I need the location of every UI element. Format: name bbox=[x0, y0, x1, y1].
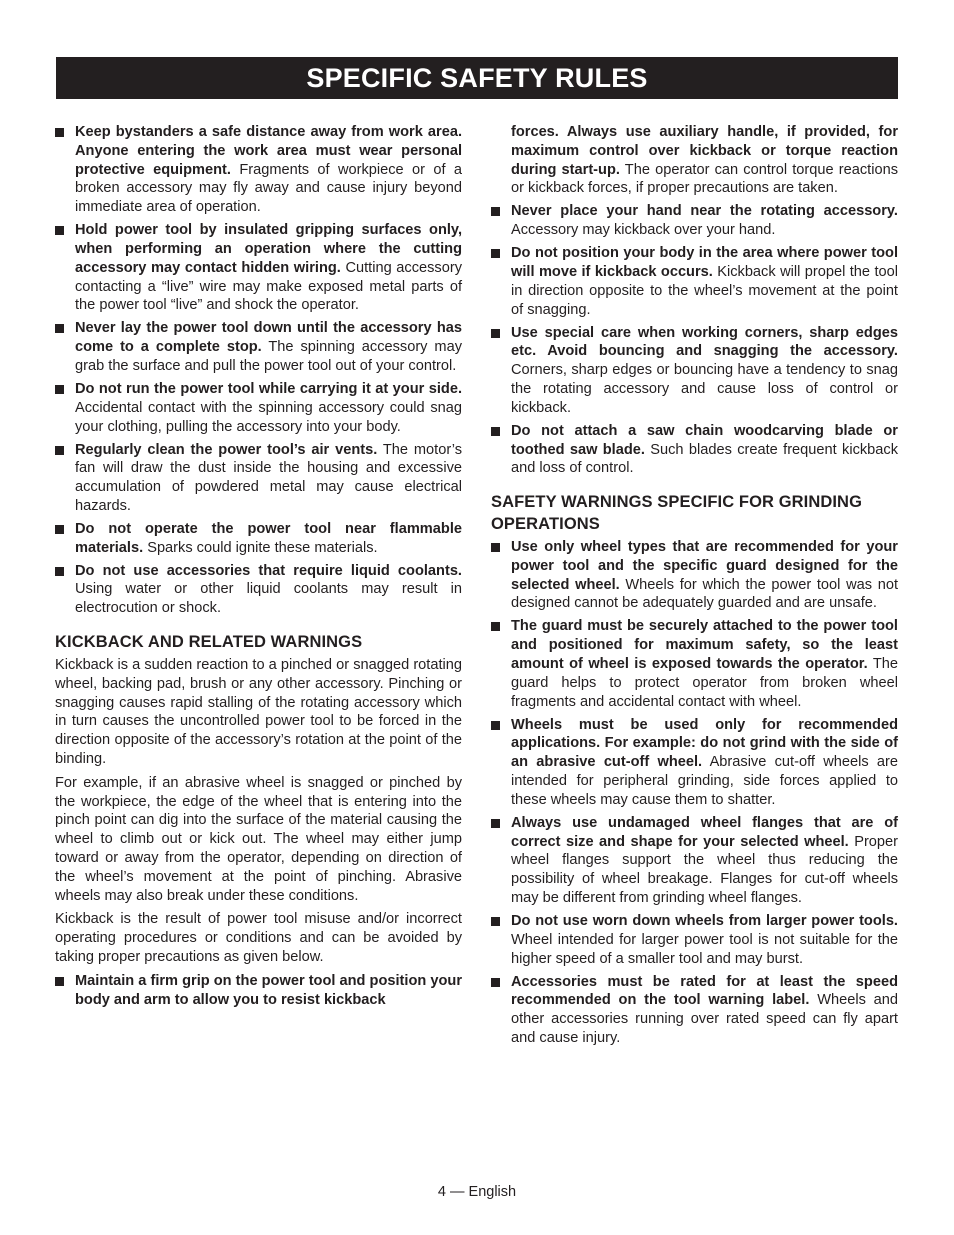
section-heading-kickback: KICKBACK AND RELATED WARNINGS bbox=[55, 633, 363, 652]
rule-heading: Do not position your body in the area where power tool will move if kickback occurs. bbox=[511, 245, 898, 280]
square-bullet-icon bbox=[491, 207, 500, 216]
rule-heading: Regularly clean the power tool’s air vents. bbox=[75, 441, 378, 458]
square-bullet-icon bbox=[491, 249, 500, 258]
rule-text: Accessory may kickback over your hand. bbox=[511, 222, 776, 239]
safety-rule bbox=[491, 814, 898, 908]
square-bullet-icon bbox=[55, 567, 64, 576]
safety-rule bbox=[55, 441, 462, 516]
safety-rule bbox=[491, 202, 898, 240]
rule-heading: The guard must be securely attached to the power tool and positioned for maximum safety, so the least amount of wheel is exposed towards the operator. bbox=[511, 618, 898, 673]
rule-heading: Do not use worn down wheels from larger power tools. bbox=[511, 912, 898, 929]
rule-text: The spinning accessory may grab the surface and pull the power tool out of your control. bbox=[75, 339, 462, 374]
rule-heading: forces. Always use auxiliary handle, if provided, for maximum control over kickback or torque reaction during start-up. bbox=[511, 124, 898, 178]
right-column bbox=[491, 123, 898, 1052]
rule-text: Kickback will propel the tool in direction opposite to the wheel’s movement at the point of snagging. bbox=[511, 263, 898, 318]
safety-rule bbox=[491, 244, 898, 319]
safety-rule bbox=[491, 324, 898, 418]
safety-rule bbox=[55, 972, 462, 1010]
rule-text: Abrasive cut-off wheels are intended for peripheral grinding, side forces applied to these wheels may cause them to shatter. bbox=[511, 754, 898, 808]
body-paragraph: Kickback is a sudden reaction to a pinched or snagged rotating wheel, backing pad, brush or any other accessory. Pinching or snagging causes rapid stalling of the rotating accessory which in turn causes the uncontrolled power tool to be forced in the direction opposite of the accessory’s rotation at the point of the binding. bbox=[55, 657, 462, 768]
body-paragraph: Kickback is the result of power tool misuse and/or incorrect operating procedures or conditions and can be avoided by taking proper precautions as given below. bbox=[55, 911, 462, 965]
safety-rule bbox=[491, 973, 898, 1048]
rule-heading: Do not use accessories that require liquid coolants. bbox=[75, 562, 462, 579]
rule-text: Corners, sharp edges or bouncing have a tendency to snag the rotating accessory and cause loss of control or kickback. bbox=[511, 362, 898, 416]
rule-text: Proper wheel flanges support the wheel thus reducing the possibility of wheel breakage. Flanges for cut-off wheels may be different from grinding wheel flanges. bbox=[511, 833, 899, 906]
safety-rule bbox=[55, 123, 462, 217]
square-bullet-icon bbox=[491, 978, 500, 987]
page-title: SPECIFIC SAFETY RULES bbox=[56, 57, 898, 99]
rule-text: The motor’s fan will draw the dust inside the housing and excessive accumulation of powdered metal may cause electrical hazards. bbox=[75, 441, 462, 514]
rule-heading: Wheels must be used only for recommended applications. For example: do not grind with the side of an abrasive cut-off wheel. bbox=[511, 716, 898, 771]
body-paragraph: For example, if an abrasive wheel is snagged or pinched by the workpiece, the edge of the wheel that is entering into the pinch point can dig into the surface of the material causing the wheel to climb out or kick out. The wheel may either jump toward or away from the operator, depending on direction of the wheel’s movement at the point of pinching. Abrasive wheels may also break under these conditions. bbox=[55, 774, 462, 904]
square-bullet-icon bbox=[55, 385, 64, 394]
rule-heading: Do not operate the power tool near flammable materials. bbox=[75, 520, 462, 556]
square-bullet-icon bbox=[55, 977, 64, 986]
rule-heading: Hold power tool by insulated gripping surfaces only, when performing an operation where the cutting accessory may contact hidden wiring. bbox=[75, 222, 462, 276]
rule-text: Accidental contact with the spinning accessory could snag your clothing, pulling the accessory into your body. bbox=[75, 399, 462, 435]
safety-rule bbox=[491, 912, 898, 968]
safety-rule bbox=[491, 538, 898, 613]
square-bullet-icon bbox=[491, 329, 500, 338]
square-bullet-icon bbox=[55, 525, 64, 534]
rule-heading: Maintain a firm grip on the power tool and position your body and arm to allow you to resist kickback bbox=[75, 972, 462, 1008]
square-bullet-icon bbox=[55, 128, 64, 137]
page-footer: 4 — English bbox=[437, 1184, 517, 1200]
rule-text: Sparks could ignite these materials. bbox=[143, 539, 378, 556]
rule-heading: Keep bystanders a safe distance away from work area. Anyone entering the work area must wear personal protective equipment. bbox=[75, 124, 462, 178]
rule-heading: Do not run the power tool while carrying it at your side. bbox=[75, 380, 462, 397]
safety-rule bbox=[55, 562, 462, 618]
rule-text: Such blades create frequent kickback and loss of control. bbox=[511, 441, 898, 477]
square-bullet-icon bbox=[491, 819, 500, 828]
rule-heading: Accessories must be rated for at least the speed recommended on the tool warning label. bbox=[511, 973, 898, 1009]
square-bullet-icon bbox=[491, 721, 500, 730]
left-column bbox=[55, 123, 462, 1014]
rule-text: The guard helps to protect operator from broken wheel fragments and accidental contact with wheel. bbox=[511, 656, 898, 710]
rule-heading: Do not attach a saw chain woodcarving blade or toothed saw blade. bbox=[511, 422, 898, 458]
safety-rule bbox=[55, 520, 462, 558]
rule-heading: Use only wheel types that are recommended for your power tool and the specific guard designed for the selected wheel. bbox=[511, 539, 898, 593]
square-bullet-icon bbox=[55, 324, 64, 333]
safety-rule bbox=[491, 617, 898, 711]
rule-heading: Always use undamaged wheel flanges that are of correct size and shape for your selected wheel. bbox=[511, 814, 898, 850]
safety-rule bbox=[55, 380, 462, 436]
rule-text: The operator can control torque reactions or kickback forces, if proper precautions are taken. bbox=[511, 161, 898, 197]
rule-text: Wheels for which the power tool was not designed cannot be adequately guarded and are unsafe. bbox=[511, 576, 899, 612]
square-bullet-icon bbox=[491, 622, 500, 631]
square-bullet-icon bbox=[55, 226, 64, 235]
rule-heading: Use special care when working corners, sharp edges etc. Avoid bouncing and snagging the accessory. bbox=[511, 324, 898, 360]
rule-continuation bbox=[511, 123, 898, 198]
square-bullet-icon bbox=[491, 917, 500, 926]
square-bullet-icon bbox=[491, 543, 500, 552]
rule-text: Fragments of workpiece or of a broken accessory may fly away and cause injury beyond immediate area of operation. bbox=[75, 161, 462, 216]
rule-text: Using water or other liquid coolants may result in electrocution or shock. bbox=[75, 581, 462, 617]
safety-rule bbox=[491, 422, 898, 478]
square-bullet-icon bbox=[55, 446, 64, 455]
safety-rule bbox=[491, 716, 898, 810]
rule-text: Wheels and other accessories running over rated speed can fly apart and cause injury. bbox=[511, 992, 899, 1046]
square-bullet-icon bbox=[491, 427, 500, 436]
rule-heading: Never lay the power tool down until the accessory has come to a complete stop. bbox=[75, 320, 462, 356]
section-heading-grinding: SAFETY WARNINGS SPECIFIC FOR GRINDING OPERATIONS bbox=[491, 493, 863, 534]
rule-text: Cutting accessory contacting a “live” wire may make exposed metal parts of the power tool “live” and shock the operator. bbox=[75, 259, 462, 314]
rule-text: Wheel intended for larger power tool is not suitable for the higher speed of a smaller tool and may burst. bbox=[511, 931, 898, 967]
rule-heading: Never place your hand near the rotating accessory. bbox=[511, 203, 898, 220]
safety-rule bbox=[55, 221, 462, 315]
safety-rule bbox=[55, 319, 462, 375]
